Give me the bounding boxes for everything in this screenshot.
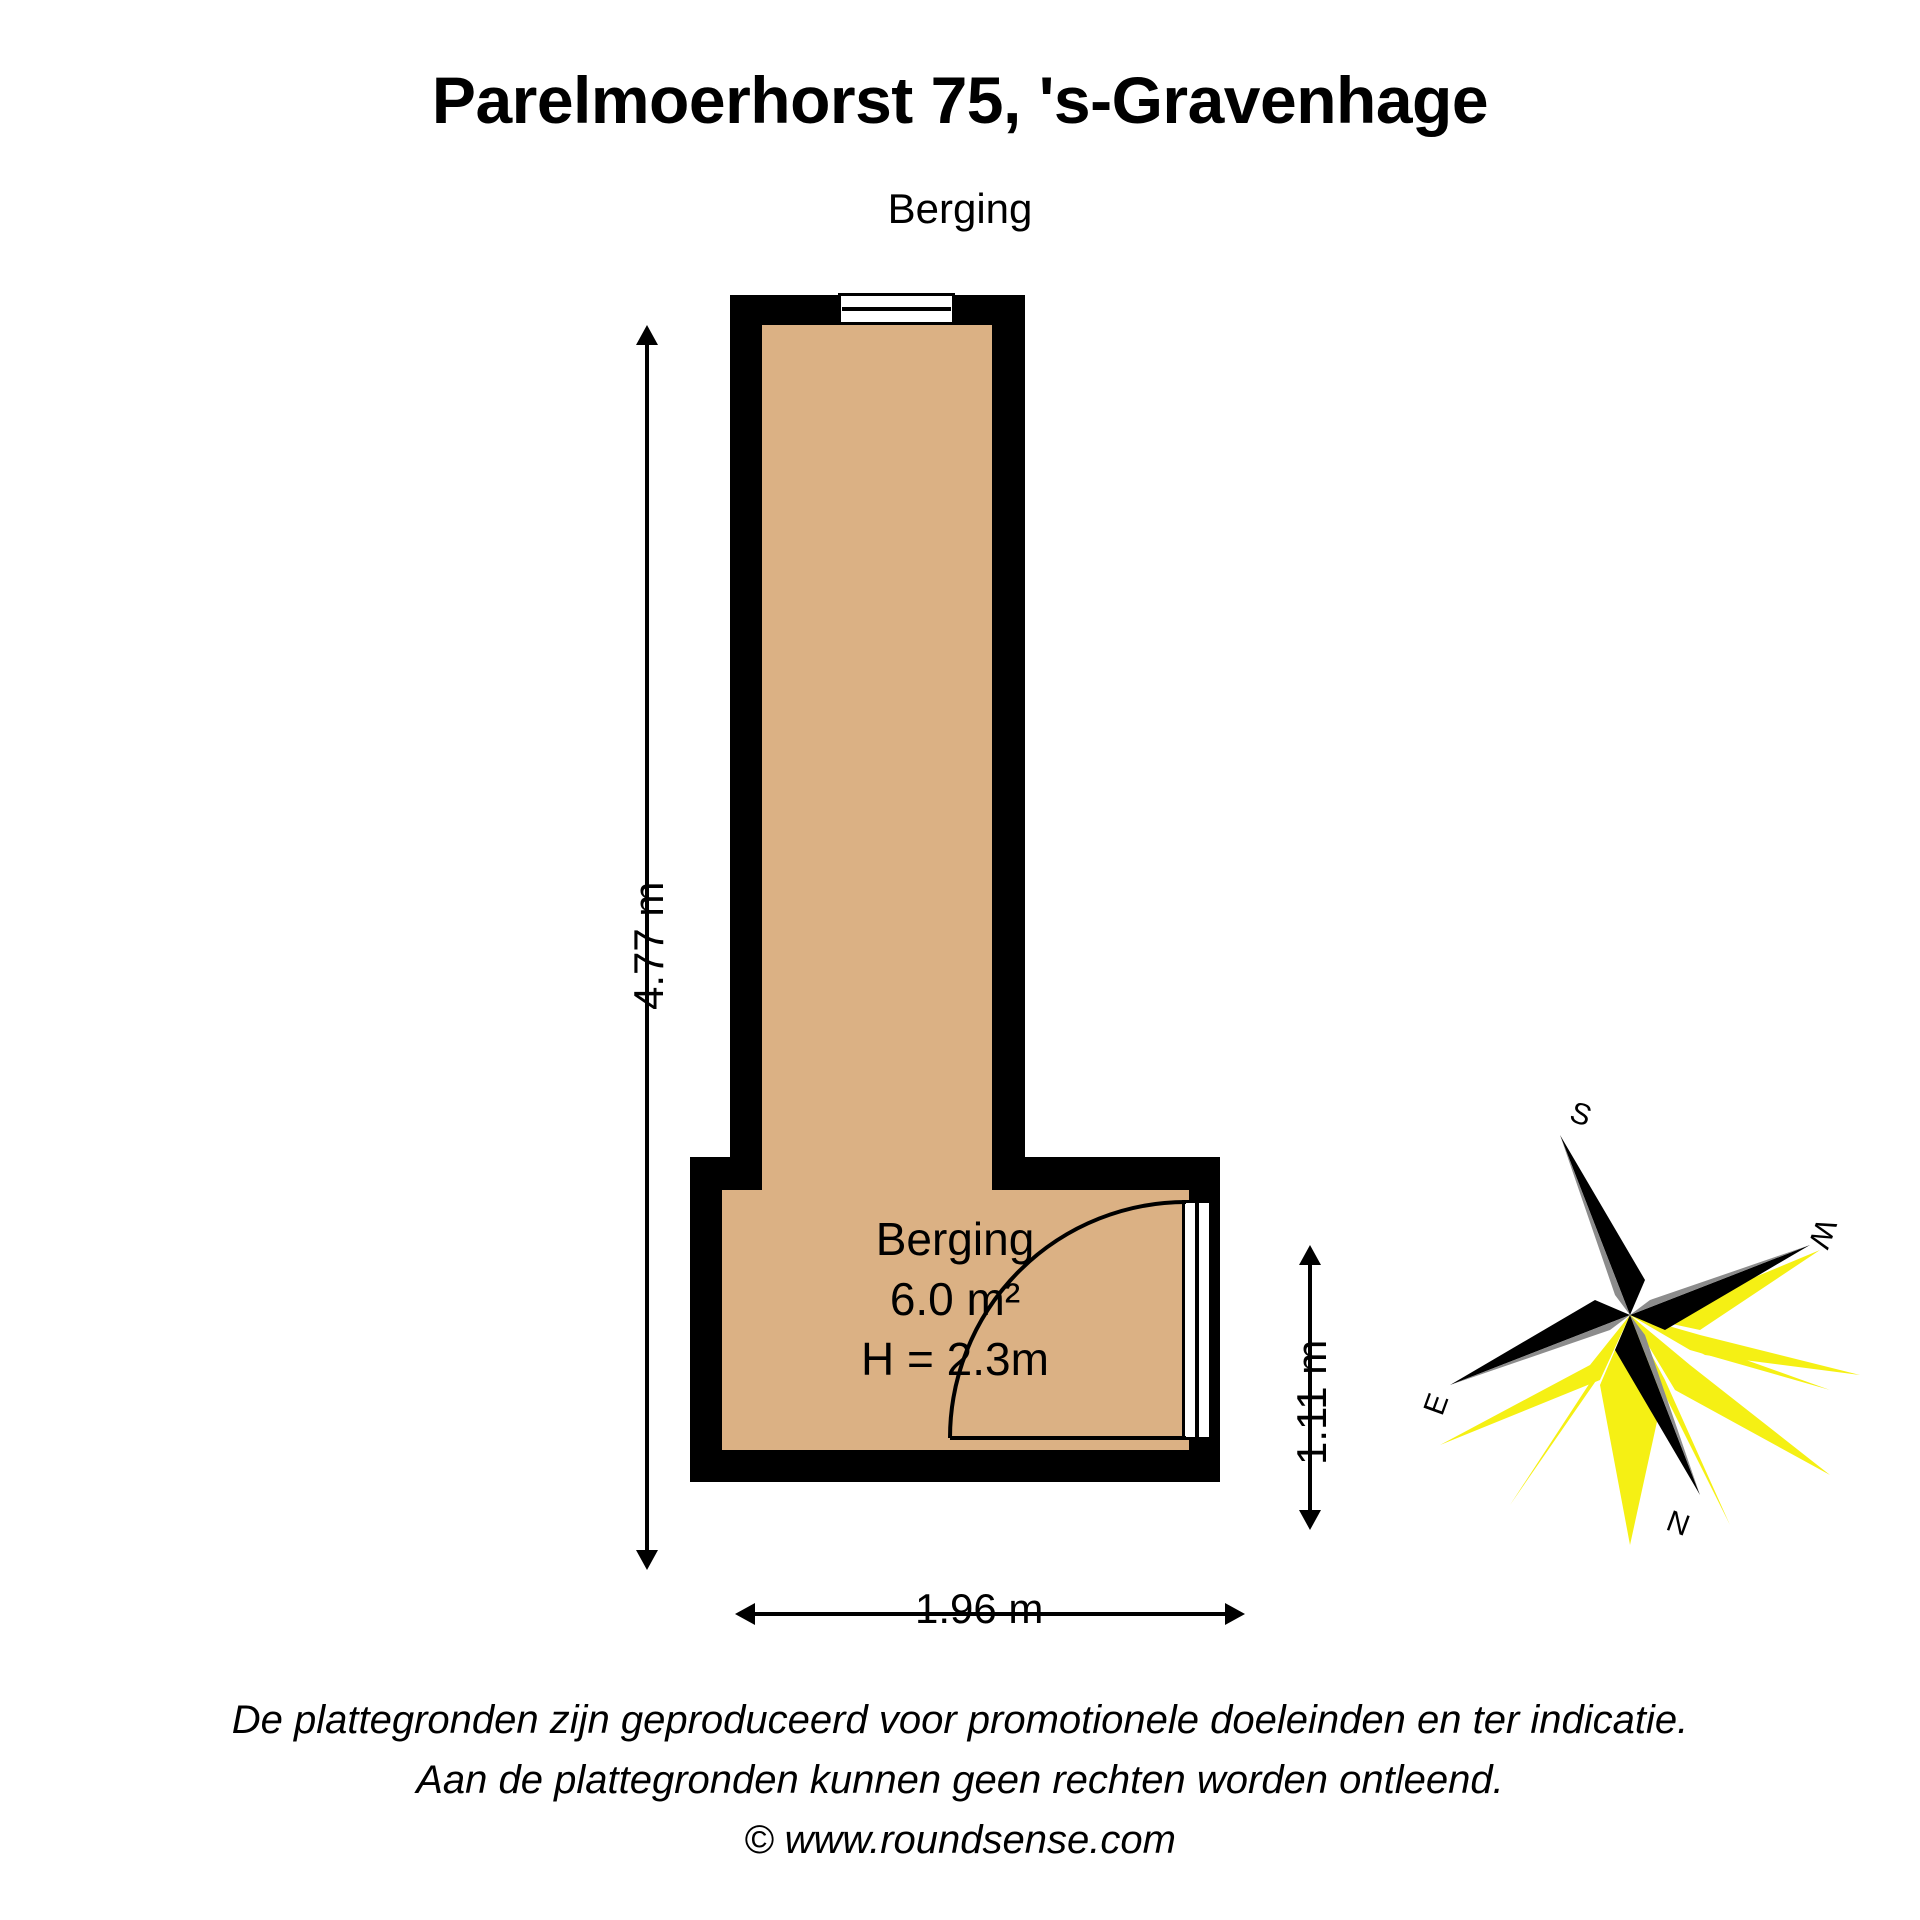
page-subtitle: Berging [887, 185, 1033, 232]
room-height-label: H = 2.3m [861, 1333, 1049, 1385]
room-area-label: 6.0 m² [889, 1273, 1021, 1325]
footer-line-2: Aan de plattegronden kunnen geen rechten worden ontleend. [416, 1758, 1504, 1802]
dimension-right-vertical-label: 1.11 m [1288, 1339, 1335, 1465]
footer-line-3: © www.roundsense.com [744, 1818, 1176, 1862]
footer-disclaimer [0, 1690, 1920, 1870]
page-title: Parelmoerhorst 75, 's-Gravenhage [431, 63, 1489, 137]
compass-rose [1400, 1085, 1860, 1545]
compass-label-top: S [1565, 1095, 1596, 1134]
floorplan-drawing [690, 295, 1270, 1605]
compass-label-bottom: N [1662, 1503, 1695, 1542]
room-floor-upper [762, 325, 992, 1205]
footer-line-1: De plattegronden zijn geproduceerd voor promotionele doeleinden en ter indicatie. [231, 1698, 1689, 1742]
room-name-label: Berging [875, 1213, 1035, 1265]
compass-label-right: W [1801, 1214, 1843, 1253]
compass-label-left: E [1417, 1389, 1456, 1420]
window-top-mullion [842, 307, 951, 311]
dimension-left-vertical-label: 4.77 m [625, 881, 672, 1010]
dimension-bottom-horizontal-label: 1.96 m [915, 1585, 1044, 1632]
